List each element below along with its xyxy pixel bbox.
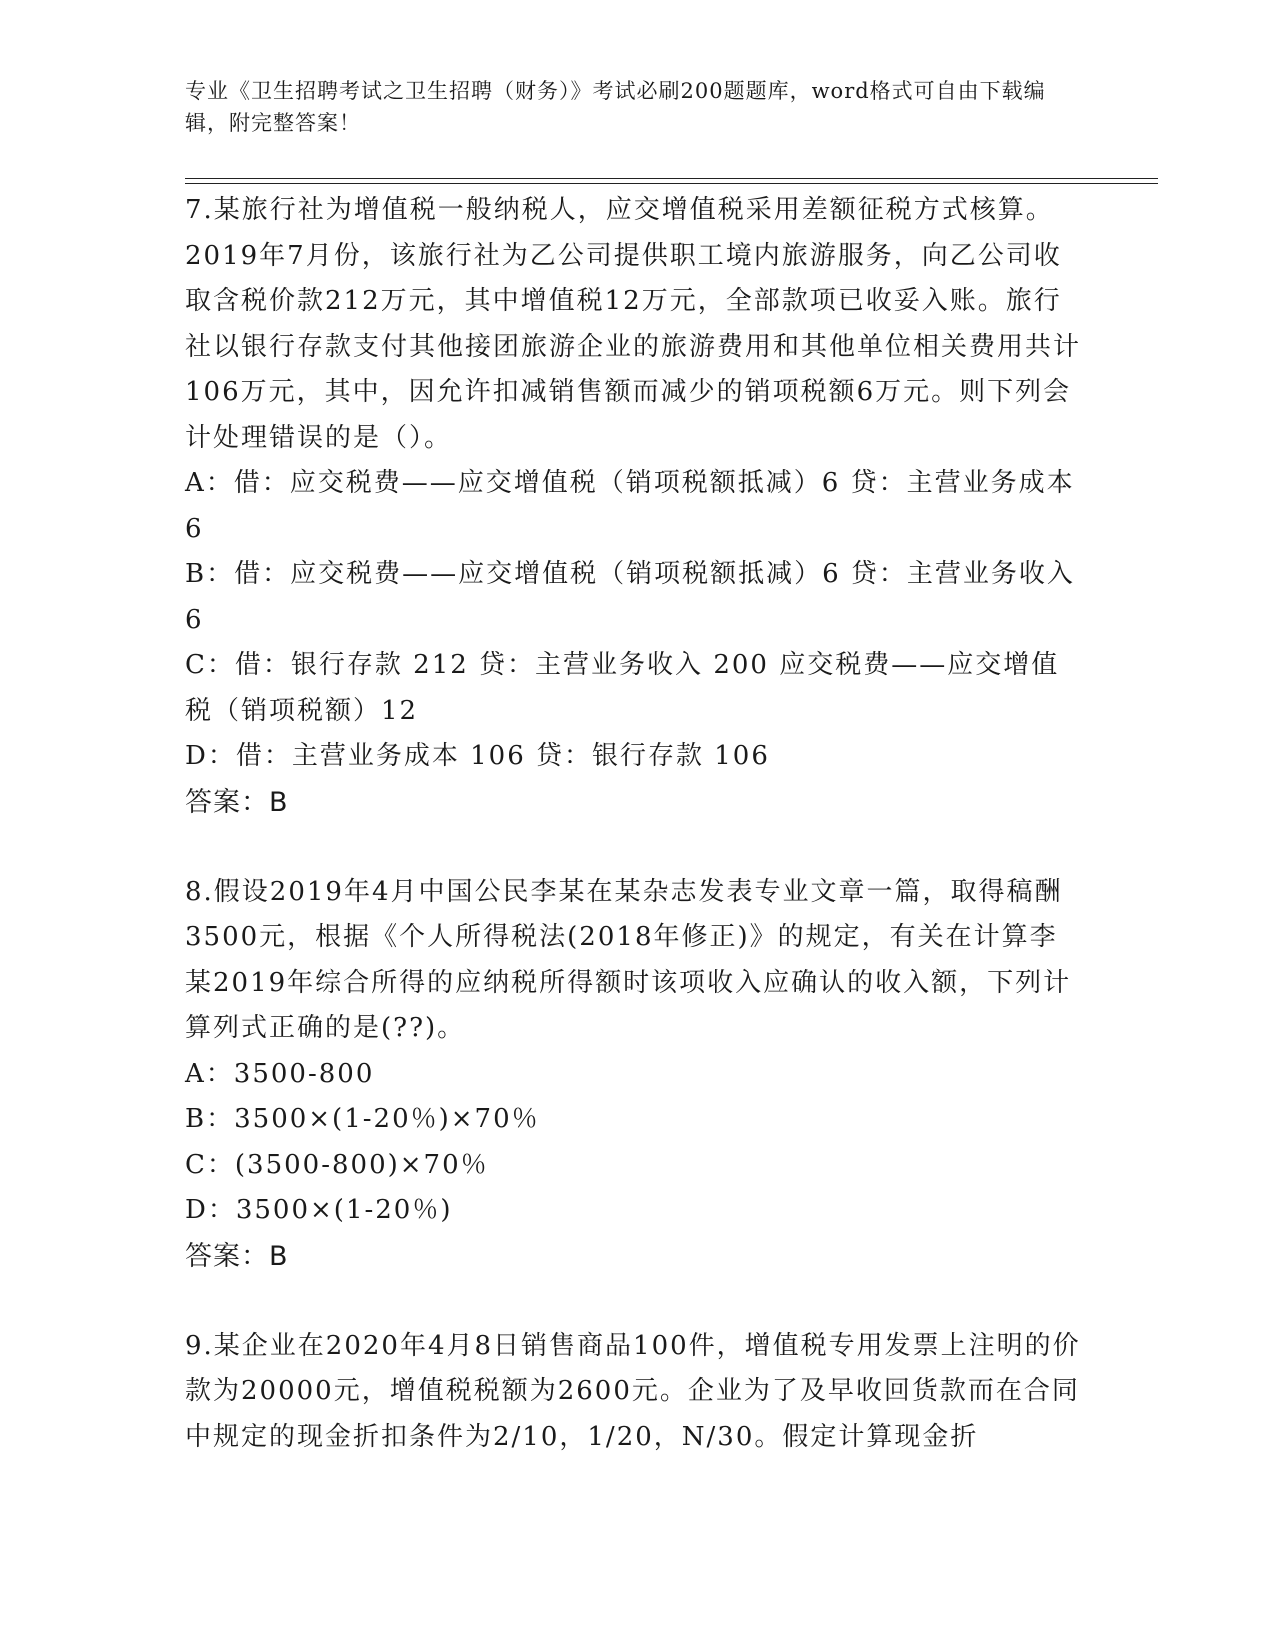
option-c: C：(3500-800)×70％	[185, 1149, 489, 1180]
question-text: 9.某企业在2020年4月8日销售商品100件，增值税专用发票上注明的价款为20000元，增值税税额为2600元。企业为了及早收回货款而在合同中规定的现金折扣条件为2/10，1/20，N/30。假定计算现金折	[185, 1330, 1081, 1452]
option-d: D：3500×(1-20％)	[185, 1195, 453, 1225]
question-list	[185, 188, 1085, 1505]
option-c: C：借：银行存款 212 贷：主营业务收入 200 应交税费——应交增值税（销项税额）12	[185, 650, 1060, 726]
question-text: 8.假设2019年4月中国公民李某在某杂志发表专业文章一篇，取得稿酬3500元，根据《个人所得税法(2018年修正)》的规定，有关在计算李某2019年综合所得的应纳税所得额时该项收入应确认的收入额，下列计算列式正确的是(??)。	[185, 876, 1072, 1043]
option-b: B：借：应交税费——应交增值税（销项税额抵减）6 贷：主营业务收入 6	[185, 559, 1075, 635]
option-b: B：3500×(1-20％)×70％	[185, 1104, 540, 1134]
question-8	[185, 870, 1085, 1279]
option-a: A：借：应交税费——应交增值税（销项税额抵减）6 贷：主营业务成本 6	[185, 468, 1075, 544]
option-d: D：借：主营业务成本 106 贷：银行存款 106	[185, 741, 770, 771]
question-text: 7.某旅行社为增值税一般纳税人，应交增值税采用差额征税方式核算。2019年7月份，该旅行社为乙公司提供职工境内旅游服务，向乙公司收取含税价款212万元，其中增值税12万元，全部款项已收妥入账。旅行社以银行存款支付其他接团旅游企业的旅游费用和其他单位相关费用共计106万元，其中，因允许扣减销售额而减少的销项税额6万元。则下列会计处理错误的是（）。	[185, 195, 1082, 453]
answer: 答案：B	[185, 786, 289, 818]
option-a: A：3500-800	[185, 1058, 375, 1089]
page-header: 专业《卫生招聘考试之卫生招聘（财务）》考试必刷200题题库，word格式可自由下载编辑，附完整答案！	[185, 79, 1046, 135]
question-7	[185, 188, 1085, 825]
header-divider	[185, 178, 1158, 184]
question-9	[185, 1324, 1085, 1461]
answer: 答案：B	[185, 1240, 289, 1272]
